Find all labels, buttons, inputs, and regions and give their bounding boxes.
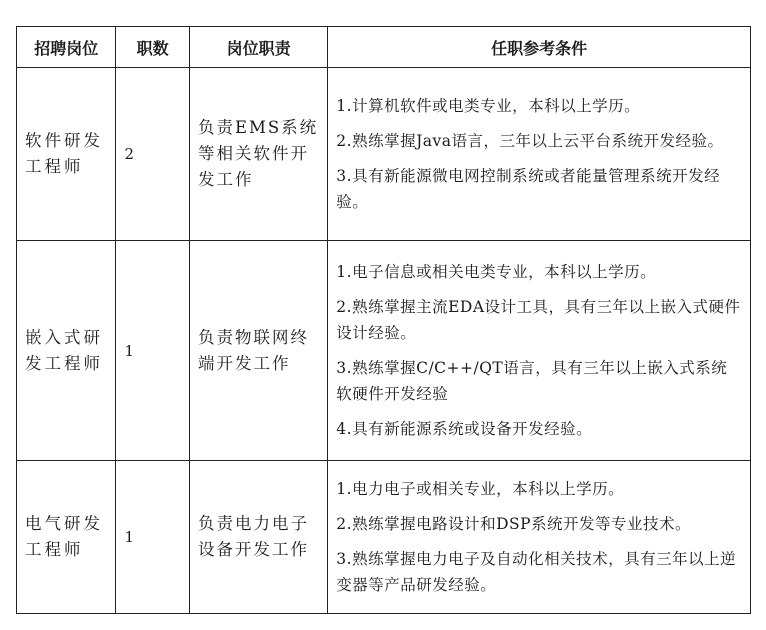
requirement-item: 1.电子信息或相关电类专业，本科以上学历。 [336, 263, 657, 281]
requirement-item: 3.熟练掌握电力电子及自动化相关技术，具有三年以上逆变器等产品研发经验。 [336, 550, 737, 594]
header-requirements: 任职参考条件 [328, 27, 751, 68]
count-cell: 1 [116, 461, 190, 614]
requirements-cell [328, 241, 751, 461]
requirement-item: 4.具有新能源系统或设备开发经验。 [336, 420, 593, 438]
recruitment-table [16, 26, 751, 614]
table-header-row [17, 27, 751, 68]
table-row [17, 461, 751, 614]
header-duty: 岗位职责 [189, 27, 327, 68]
requirement-item: 2.熟练掌握主流EDA设计工具，具有三年以上嵌入式硬件设计经验。 [336, 298, 741, 342]
requirement-item: 3.具有新能源微电网控制系统或者能量管理系统开发经验。 [336, 167, 721, 211]
requirement-item: 2.熟练掌握Java语言，三年以上云平台系统开发经验。 [336, 132, 724, 150]
table-row [17, 68, 751, 241]
requirement-item: 1.电力电子或相关专业，本科以上学历。 [336, 480, 625, 498]
requirements-cell [328, 461, 751, 614]
duty-cell: 负责EMS系统等相关软件开发工作 [189, 68, 327, 241]
table-row [17, 241, 751, 461]
count-cell: 2 [116, 68, 190, 241]
position-cell: 嵌入式研发工程师 [17, 241, 116, 461]
position-cell: 电气研发工程师 [17, 461, 116, 614]
duty-cell: 负责物联网终端开发工作 [189, 241, 327, 461]
requirement-item: 1.计算机软件或电类专业，本科以上学历。 [336, 97, 641, 115]
header-count: 职数 [116, 27, 190, 68]
requirement-item: 3.熟练掌握C/C++/QT语言，具有三年以上嵌入式系统软硬件开发经验 [336, 359, 728, 403]
requirement-item: 2.熟练掌握电路设计和DSP系统开发等专业技术。 [336, 515, 692, 533]
requirements-cell [328, 68, 751, 241]
position-cell: 软件研发工程师 [17, 68, 116, 241]
duty-cell: 负责电力电子设备开发工作 [189, 461, 327, 614]
count-cell: 1 [116, 241, 190, 461]
recruitment-table-container [16, 26, 751, 614]
header-position: 招聘岗位 [17, 27, 116, 68]
